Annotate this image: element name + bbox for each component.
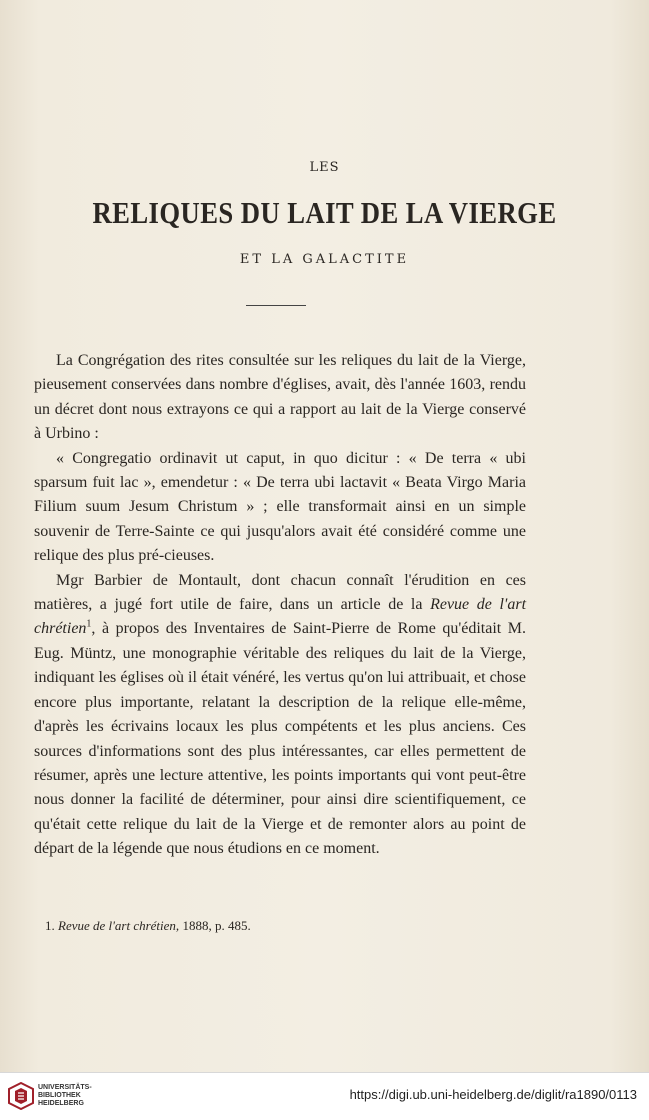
library-footer	[0, 1072, 649, 1120]
footnote-number: 1.	[45, 918, 55, 933]
university-seal-icon	[8, 1082, 34, 1110]
footnote	[45, 918, 251, 934]
page-title: RELIQUES DU LAIT DE LA VIERGE	[92, 195, 557, 230]
paragraph-1: La Congrégation des rites consultée sur les reliques du lait de la Vierge, pieusement conservées dans nombre d'églises, avait, dès l'année 1603, rendu un décret dont nous extrayons ce qui a rapport au lait de la Vierge conservé à Urbino :	[34, 352, 526, 443]
article-body	[34, 349, 526, 862]
subtitle: ET LA GALACTITE	[239, 252, 410, 267]
library-name-line-3: HEIDELBERG	[38, 1100, 84, 1107]
journal-title: Revue de l'art chrétien	[34, 596, 527, 638]
library-name	[38, 1084, 92, 1108]
paragraph-2: « Congregatio ordinavit ut caput, in quo dicitur : « De terra « ubi sparsum fuit lac », emendetur : « De terra ubi lactavit « Beata Virgo Maria Filium suum Jesum Christum » ; elle transformait ainsi en un simple souvenir de Terre-Sainte ce qui jusqu'alors avait été considéré comme une relique des plus pré-cieuses.	[34, 449, 526, 565]
footnote-marker: 1	[86, 619, 92, 631]
footnote-citation: 1888, p. 485.	[179, 918, 251, 933]
page-url[interactable]: https://digi.ub.uni-heidelberg.de/diglit/ra1890/0113	[349, 1087, 637, 1102]
paragraph-3	[34, 569, 526, 862]
title-les: LES	[309, 160, 340, 175]
library-name-line-2: BIBLIOTHEK	[38, 1092, 81, 1099]
library-name-line-1: UNIVERSITÄTS-	[38, 1084, 92, 1091]
footnote-journal: Revue de l'art chrétien,	[58, 918, 180, 933]
paragraph-3-end: , à propos des Inventaires de Saint-Pierre de Rome qu'éditait M. Eug. Müntz, une monographie véritable des reliques du lait de la Vierge, indiquant les églises où il était vénéré, les vertus qu'on lui attribuait, et chose encore plus importante, relatant la description de la relique elle-même, d'après les écrivains locaux les plus compétents et les plus anciens. Ces sources d'informations sont des plus intéressantes, car elles permettent de résumer, après une lecture attentive, les points importants qui vont peut-être nous donner la facilité de déterminer, pour ainsi dire scientifiquement, ce qu'était cette relique du lait de la Vierge et de remonter alors au point de départ de la légende que nous étudions en ce moment.	[34, 620, 526, 858]
paragraph-3-start: Mgr Barbier de Montault, dont chacun connaît l'érudition en ces matières, a jugé fort utile de faire, dans un article de la	[34, 571, 526, 614]
title-divider	[246, 305, 306, 306]
